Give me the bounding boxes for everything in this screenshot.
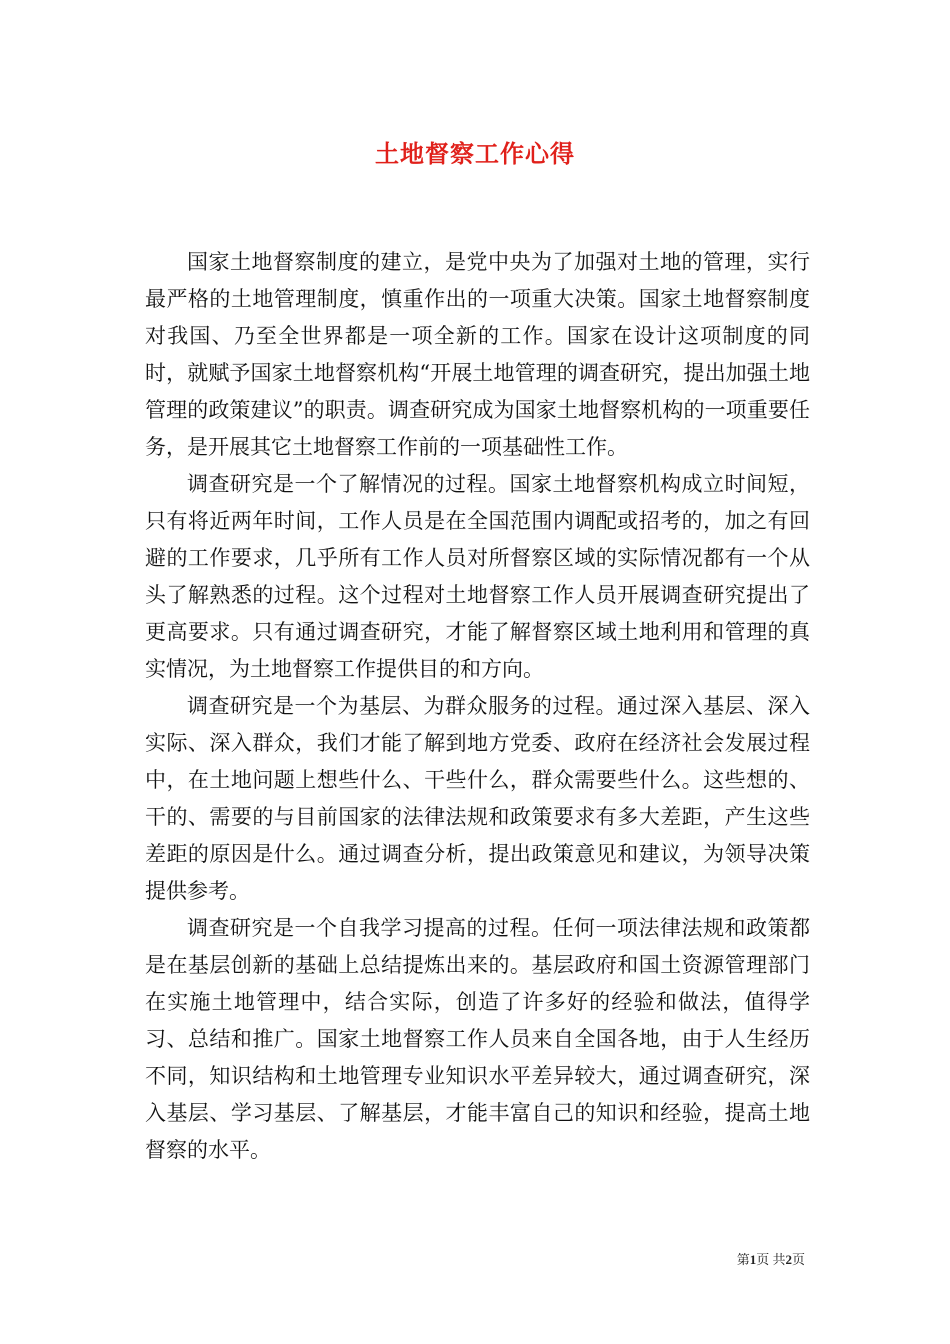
current-page-number: 1: [749, 1252, 757, 1267]
footer-middle: 页 共: [756, 1252, 786, 1267]
paragraph: 调查研究是一个为基层、为群众服务的过程。通过深入基层、深入实际、深入群众，我们才能了解到地方党委、政府在经济社会发展过程中，在土地问题上想些什么、干些什么，群众需要些什么。这些想的、干的、需要的与目前国家的法律法规和政策要求有多大差距，产生这些差距的原因是什么。通过调查分析，提出政策意见和建议，为领导决策提供参考。: [145, 694, 810, 903]
document-title: 土地督察工作心得: [375, 139, 575, 168]
total-pages-number: 2: [785, 1252, 792, 1267]
paragraph: 调查研究是一个了解情况的过程。国家土地督察机构成立时间短，只有将近两年时间，工作人员是在全国范围内调配或招考的，加之有回避的工作要求，几乎所有工作人员对所督察区域的实际情况都有一个从头了解熟悉的过程。这个过程对土地督察工作人员开展调查研究提出了更高要求。只有通过调查研究，才能了解督察区域土地利用和管理的真实情况，为土地督察工作提供目的和方向。: [145, 472, 810, 681]
footer-suffix: 页: [791, 1252, 805, 1267]
page-number-footer: [737, 1249, 805, 1268]
paragraph: 调查研究是一个自我学习提高的过程。任何一项法律法规和政策都是在基层创新的基础上总结提炼出来的。基层政府和国土资源管理部门在实施土地管理中，结合实际，创造了许多好的经验和做法，值得学习、总结和推广。国家土地督察工作人员来自全国各地，由于人生经历不同，知识结构和土地管理专业知识水平差异较大，通过调查研究，深入基层、学习基层、了解基层，才能丰富自己的知识和经验，提高土地督察的水平。: [145, 916, 810, 1162]
paragraph: 国家土地督察制度的建立，是党中央为了加强对土地的管理，实行最严格的土地管理制度，慎重作出的一项重大决策。国家土地督察制度对我国、乃至全世界都是一项全新的工作。国家在设计这项制度的同时，就赋予国家土地督察机构“开展土地管理的调查研究，提出加强土地管理的政策建议”的职责。调查研究成为国家土地督察机构的一项重要任务，是开展其它土地督察工作前的一项基础性工作。: [145, 250, 810, 459]
document-body: [145, 244, 810, 1169]
footer-prefix: 第: [736, 1252, 750, 1267]
